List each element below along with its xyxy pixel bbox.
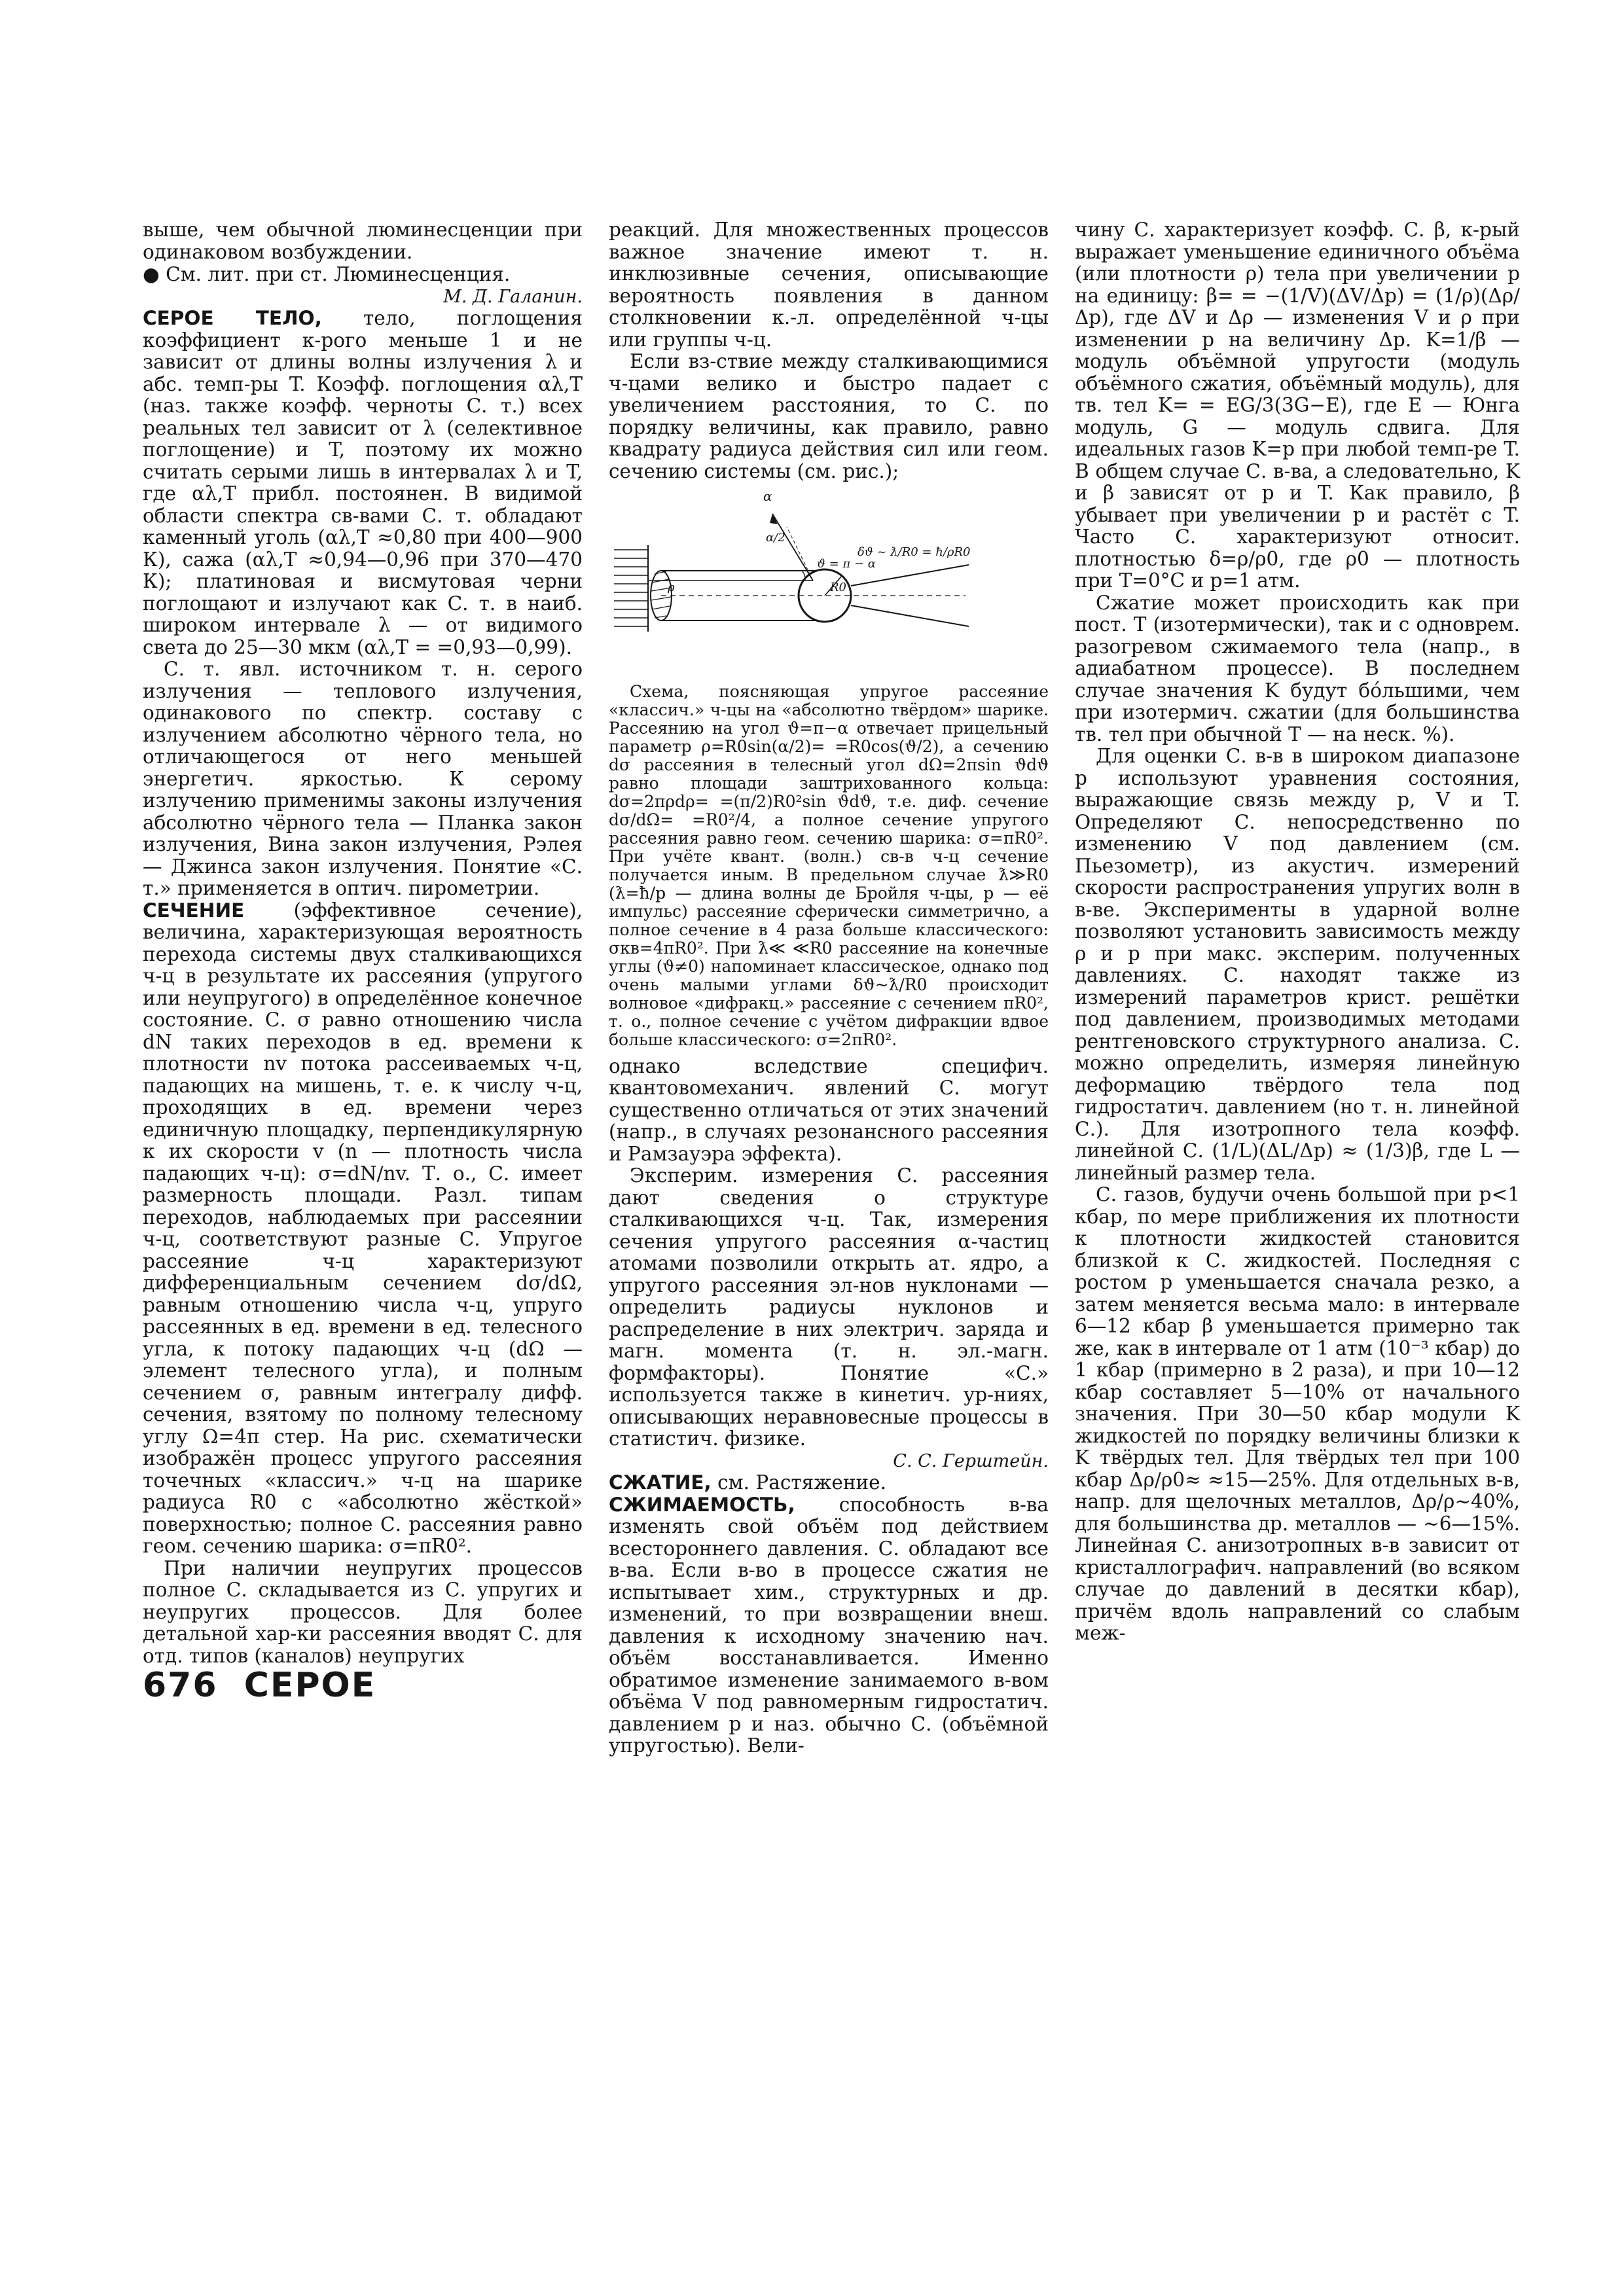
entry-paragraph: С. газов, будучи очень большой при p<1 кбар, по мере приближения их плотности к плотности жидкостей становится близкой к С. жидкостей. Последняя с ростом p уменьшается сначала резко, а затем меняется весьма мало: в интервале 6—12 кбар β уменьшается примерно так же, как в интервале от 1 атм (10⁻³ кбар) до 1 кбар (примерно в 2 раза), и при 10—12 кбар составляет 5—10% от начального значения. При 30—50 кбар модули K жидкостей по порядку величины близки к K твёрдых тел. Для твёрдых тел при 100 кбар Δρ/ρ0≈ ≈15—25%. Для отдельных в-в, напр. для щелочных металлов, Δρ/ρ~40%, для большинства др. металлов — ~6—15%. Линейная С. анизотропных в-в зависит от кристаллографич. направлений (во всяком случае до давлений в десятки кбар), причём вдоль направлений со слабым меж-	[1075, 1183, 1520, 1644]
entry-paragraph: С. т. явл. источником т. н. серого излучения — теплового излучения, одинакового по спектр. составу с излучением абсолютно чёрного тела, но отличающегося от него меньшей энергетич. яркостью. К серому излучению применимы законы излучения абсолютно чёрного тела — Планка закон излучения, Вина закон излучения, Рэлея — Джинса закон излучения. Понятие «С. т.» применяется в оптич. пирометрии.	[143, 658, 583, 899]
column-1	[143, 219, 583, 1667]
figure-label: ϑ = π − α	[817, 557, 876, 571]
entry-paragraph: реакций. Для множественных процессов важное значение имеют т. н. инклюзивные сечения, описывающие вероятность появления в данном столкновении к.-л. определённой ч-цы или группы ч-ц.	[609, 219, 1049, 351]
entry-szhimaemost	[609, 1494, 1049, 1757]
entry-paragraph: чину С. характеризует коэфф. С. β, к-рый выражает уменьшение единичного объёма (или плотности ρ) тела при увеличении p на единицу: β= = −(1/V)(ΔV/Δp) = (1/ρ)(Δρ/Δp), где ΔV и Δρ — изменения V и ρ при изменении p на величину Δp. K=1/β — модуль объёмной упругости (модуль объёмного сжатия, объёмный модуль), для тв. тел K= = EG/3(3G−E), где E — Юнга модуль, G — модуль сдвига. Для идеальных газов K=p при любой темп-ре T. В общем случае С. в-ва, а следовательно, K и β зависят от p и T. Как правило, β убывает при увеличении p и растёт с T. Часто С. характеризуют относит. плотностью δ=ρ/ρ0, где ρ0 — плотность при T=0°C и p=1 атм.	[1075, 219, 1520, 592]
entry-text: способность в-ва изменять свой объём под действием всестороннего давления. С. обладают все в-ва. Если в-во в процессе сжатия не испытывает хим., структурных и др. изменений, то при возвращении внеш. давления к исходному значению нач. объём восстанавливается. Именно обратимое изменение занимаемого в-вом объёма V под равномерным гидростатич. давлением p и наз. обычно С. (объёмной упругостью). Вели-	[609, 1493, 1049, 1757]
entry-paragraph: однако вследствие специфич. квантовомеханич. явлений С. могут существенно отличаться от этих значений (напр., в случаях резонансного рассеяния и Рамзауэра эффекта).	[609, 1054, 1049, 1165]
figure-label: α/2	[766, 531, 785, 545]
figure-label: α	[763, 488, 772, 504]
scattering-figure	[609, 488, 1049, 1049]
entry-paragraph: При наличии неупругих процессов полное С. складывается из С. упругих и неупругих процессов. Для более детальной хар-ки рассеяния вводят С. для отд. типов (каналов) неупругих	[143, 1556, 583, 1667]
entry-text: тело, поглощения коэффициент к-рого меньше 1 и не зависит от длины волны излучения λ и абс. темп-ры T. Коэфф. поглощения αλ,T (наз. также коэфф. черноты С. т.) всех реальных тел зависит от λ (селективное поглощение) и T, поэтому их можно считать серыми лишь в интервалах λ и T, где αλ,T прибл. постоянен. В видимой области спектра св-вами С. т. обладают каменный уголь (αλ,T ≈0,80 при 400—900 К), сажа (αλ,T ≈0,94—0,96 при 370—470 К); платиновая и висмутовая черни поглощают и излучают как С. т. в наиб. широком интервале λ — от видимого света до 25—30 мкм (αλ,T = =0,93—0,99).	[143, 307, 583, 658]
entry-headword: СЕРОЕ ТЕЛО,	[143, 307, 322, 329]
running-head: СЕРОЕ	[244, 1666, 376, 1705]
page-footer	[143, 1666, 376, 1705]
entry-sechenie	[143, 900, 583, 1558]
entry-headword: СЖИМАЕМОСТЬ,	[609, 1493, 795, 1516]
see-also-note: ● См. лит. при ст. Люминесценция.	[143, 262, 511, 285]
entry-paragraph: Сжатие может происходить как при пост. T (изотермически), так и с одноврем. разогревом сжимаемого тела (напр., в адиабатном процессе). В последнем случае значения K будут бо́льшими, чем при изотермич. сжатии (для большинства тв. тел при обычной T — на неск. %).	[1075, 591, 1520, 745]
bullet-icon: ●	[143, 262, 160, 285]
figure-label: R0	[830, 581, 847, 594]
author-signature: М. Д. Галанин.	[443, 286, 583, 307]
page-number: 676	[143, 1666, 218, 1705]
figure-caption: Схема, поясняющая упругое рассеяние «классич.» ч-цы на «абсолютно твёрдом» шарике. Рассеянию на угол ϑ=π−α отвечает прицельный параметр ρ=R0sin(α/2)= =R0cos(ϑ/2), а сечению dσ рассеяния в телесный угол dΩ=2πsin ϑdϑ равно площади заштрихованного кольца: dσ=2πρdρ= =(π/2)R0²sin ϑdϑ, т.е. диф. сечение dσ/dΩ= =R0²/4, а полное сечение упругого рассеяния равно геом. сечению шарика: σ=πR0². При учёте квант. (волн.) св-в ч-ц сечение получается иным. В предельном случае ƛ≫R0 (ƛ=ħ/p — длина волны де Бройля ч-цы, p — её импульс) рассеяние сферически симметрично, а полное сечение в 4 раза больше классического: σкв=4πR0². При ƛ≪ ≪R0 рассеяние на конечные углы (ϑ≠0) напоминает классическое, однако под очень малыми углами δϑ~ƛ/R0 происходит волновое «дифракц.» рассеяние с сечением πR0², т. о., полное сечение с учётом дифракции вдвое больше классического: σ=2πR0².	[609, 681, 1049, 1049]
entry-paragraph: Эксперим. измерения С. рассеяния дают сведения о структуре сталкивающихся ч-ц. Так, измерения сечения упругого рассеяния α-частиц атомами позволили открыть ат. ядро, а упругого рассеяния эл-нов нуклонами — определить радиусы нуклонов и распределение в них электрич. заряда и магн. момента (т. н. эл.-магн. формфакторы). Понятие «С.» используется также в кинетич. ур-ниях, описывающих неравновесные процессы в статистич. физике.	[609, 1164, 1049, 1450]
entry-paragraph: Если вз-ствие между сталкивающимися ч-цами велико и быстро падает с увеличением расстояния, то С. по порядку величины, как правило, равно квадрату радиуса действия сил или геом. сечению системы (см. рис.);	[609, 350, 1049, 482]
entry-seroe-telo	[143, 308, 583, 658]
scattering-diagram	[609, 488, 975, 677]
continued-paragraph: выше, чем обычной люминесценции при одинаковом возбуждении.	[143, 219, 583, 263]
entry-text: (эффективное сечение), величина, характеризующая вероятность перехода системы двух сталкивающихся ч-ц в результате их рассеяния (упругого или неупругого) в определённое конечное состояние. С. σ равно отношению числа dN таких переходов в ед. времени к плотности nv потока рассеиваемых ч-ц, падающих на мишень, т. е. к числу ч-ц, проходящих в ед. времени через единичную площадку, перпендикулярную к их скорости v (n — плотность числа падающих ч-ц): σ=dN/nv. Т. о., С. имеет размерность площади. Разл. типам переходов, наблюдаемых при рассеянии ч-ц, соответствуют разные С. Упругое рассеяние ч-ц характеризуют дифференциальным сечением dσ/dΩ, равным отношению числа ч-ц, упруго рассеянных в ед. времени в ед. телесного угла, к потоку падающих ч-ц (dΩ — элемент телесного угла), и полным сечением σ, равным интегралу дифф. сечения, взятому по полному телесному углу Ω=4π стер. На рис. схематически изображён процесс упругого рассеяния точечных «классич.» ч-ц на шарике радиуса R0 с «абсолютно жёсткой» поверхностью; полное С. рассеяния равно геом. сечению шарика: σ=πR0².	[143, 899, 583, 1557]
figure-label: δϑ ~ ƛ/R0 = ħ/ρR0	[857, 545, 971, 559]
entry-text: см. Растяжение.	[717, 1471, 887, 1494]
column-3	[1075, 219, 1520, 1645]
entry-paragraph: Для оценки С. в-в в широком диапазоне p используют уравнения состояния, выражающие связь между p, V и T. Определяют С. непосредственно по изменению V под давлением (см. Пьезометр), из акустич. измерений скорости распространения упругих волн в в-ве. Эксперименты в ударной волне позволяют установить зависимость между ρ и p при макс. эксперим. полученных давлениях. С. находят также из измерений параметров крист. решётки под давлением, производимых методами рентгеновского структурного анализа. С. можно определить, измеряя линейную деформацию твёрдого тела под гидростатич. давлением (но т. н. линейной С.). Для изотропного тела коэфф. линейной С. (1/L)(ΔL/Δp) ≈ (1/3)β, где L — линейный размер тела.	[1075, 745, 1520, 1184]
column-2	[609, 219, 1049, 1757]
figure-label: ρ	[668, 581, 675, 594]
entry-headword: СЖАТИЕ,	[609, 1471, 712, 1494]
entry-szhatie	[609, 1472, 1049, 1494]
author-signature: С. С. Герштейн.	[893, 1450, 1049, 1471]
entry-headword: СЕЧЕНИЕ	[143, 899, 245, 922]
